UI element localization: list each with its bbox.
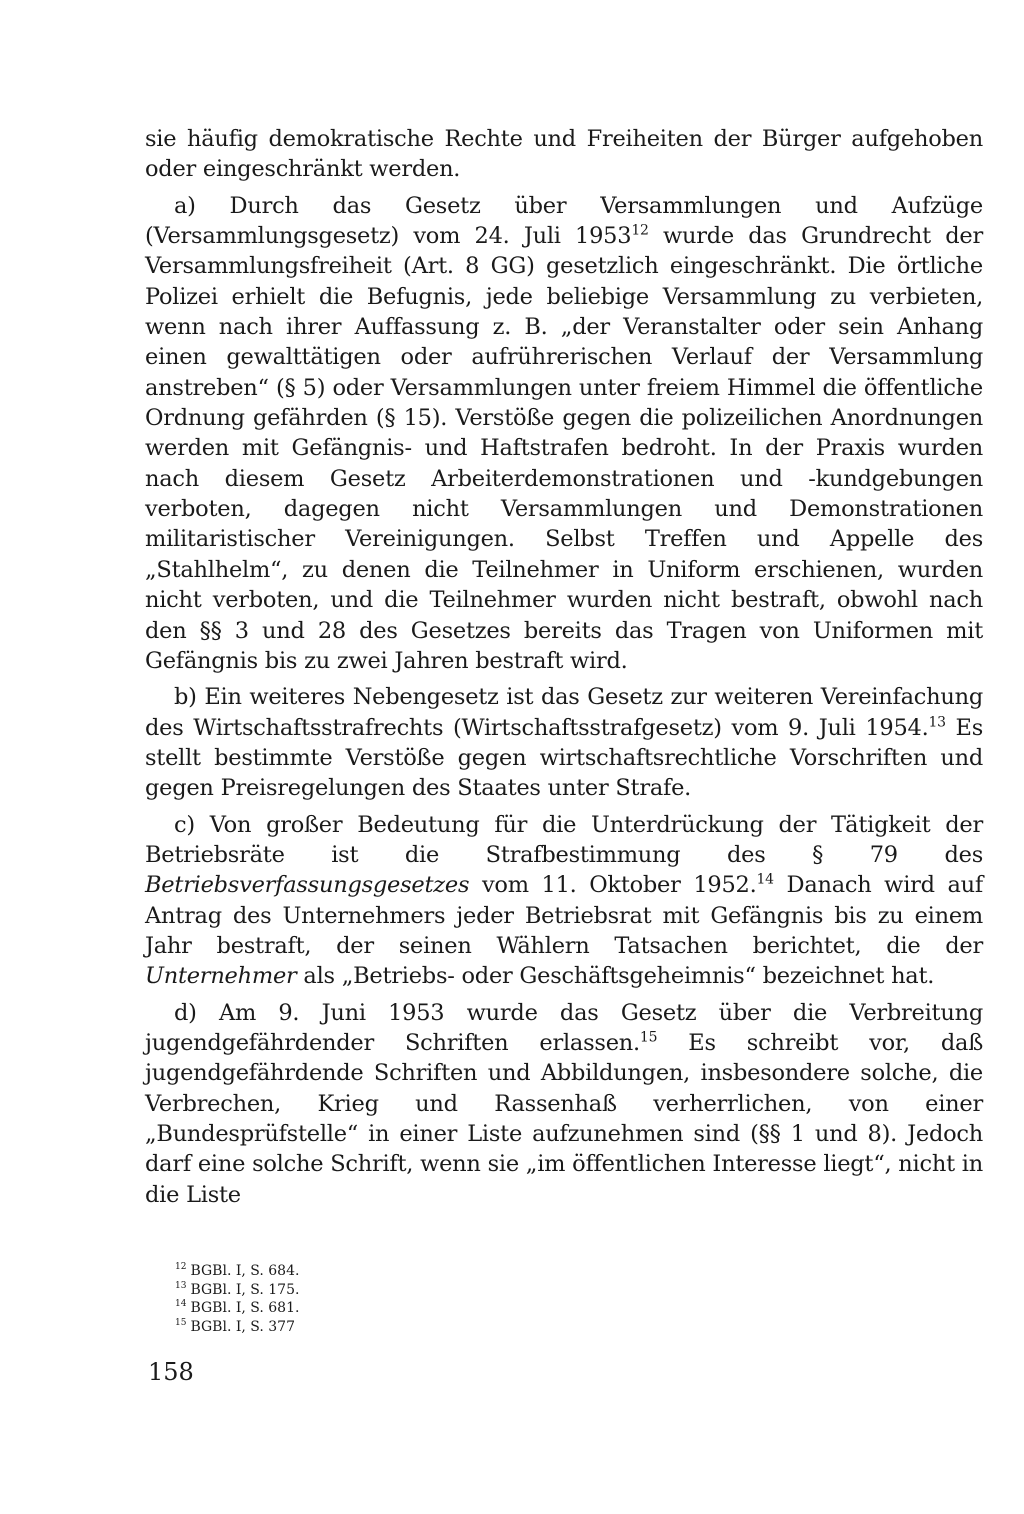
footnote-reference: 12 [631, 222, 649, 239]
paragraph [145, 682, 983, 803]
footnote [175, 1299, 575, 1318]
paragraph-text: Es schreibt vor, daß jugendgefährdende Schriften und Abbildungen, insbesondere solche, die Verbrechen, Krieg und Rassenhaß verherrlichen, von einer „Bundesprüfstelle“ in einer Liste aufzunehmen sind (§§ 1 und 8). Jedoch darf eine solche Schrift, wenn sie „im öffentlichen Interesse liegt“, nicht in die Liste [145, 1029, 983, 1208]
footnote-reference: 14 [756, 871, 774, 888]
paragraph [145, 998, 983, 1210]
footnote-number: 14 [175, 1299, 187, 1310]
paragraph-text: b) Ein weiteres Nebengesetz ist das Gesetz zur weiteren Vereinfachung des Wirtschaftsstrafrechts (Wirtschaftsstrafgesetz) vom 9. Juli 1954. [145, 684, 983, 741]
page-number: 158 [148, 1358, 194, 1386]
paragraph-text: vom 11. Oktober 1952. [469, 872, 757, 899]
footnote-text: BGBl. I, S. 684. [190, 1263, 300, 1279]
paragraph-text: wurde das Grundrecht der Versammlungsfreiheit (Art. 8 GG) gesetzlich eingeschränkt. Die örtliche Polizei erhielt die Befugnis, jede beliebige Versammlung zu verbieten, wenn nach ihrer Auffassung z. B. „der Veranstalter oder sein Anhang einen gewalttätigen oder aufrührerischen Verlauf der Versammlung anstreben“ (§ 5) oder Versammlungen unter freiem Himmel die öffentliche Ordnung gefährden (§ 15). Verstöße gegen die polizeilichen Anordnungen werden mit Gefängnis- und Haftstrafen bedroht. In der Praxis wurden nach diesem Gesetz Arbeiterdemonstrationen und -kundgebungen verboten, dagegen nicht Versammlungen und Demonstrationen militaristischer Vereinigungen. Selbst Treffen und Appelle des „Stahlhelm“, zu denen die Teilnehmer in Uniform erschienen, wurden nicht verboten, und die Teilnehmer wurden nicht bestraft, obwohl nach den §§ 3 und 28 des Gesetzes bereits das Tragen von Uniformen mit Gefängnis bis zu zwei Jahren bestraft wird. [145, 223, 983, 674]
footnote-text: BGBl. I, S. 377 [190, 1318, 295, 1335]
footnote-reference: 13 [928, 714, 946, 731]
footnote-number: 15 [175, 1317, 187, 1328]
footnote-number: 13 [175, 1280, 187, 1291]
paragraph-text: a) Durch das Gesetz über Versammlungen und Aufzüge (Versammlungsgesetz) vom 24. Juli 1953 [145, 192, 983, 250]
footnote-text: BGBl. I, S. 681. [190, 1300, 300, 1316]
emphasized-text: Betriebsverfassungsgesetzes [145, 872, 470, 899]
footnote [175, 1318, 575, 1337]
paragraph-text: d) Am 9. Juni 1953 wurde das Gesetz über die Verbreitung jugendgefährdender Schriften erlassen. [145, 999, 983, 1056]
footnotes [175, 1262, 575, 1336]
paragraph-text: c) Von großer Bedeutung für die Unterdrückung der Tätigkeit der Betriebsräte ist die Strafbestimmung des § 79 des [145, 811, 983, 868]
footnote [175, 1281, 575, 1300]
paragraph [145, 810, 983, 992]
paragraph-text: Es stellt bestimmte Verstöße gegen wirtschaftsrechtliche Vorschriften und gegen Preisregelungen des Staates unter Strafe. [145, 714, 983, 802]
footnote-number: 12 [175, 1262, 187, 1273]
paragraph-text: Danach wird auf Antrag des Unternehmers jeder Betriebsrat mit Gefängnis bis zu einem Jahr bestraft, der seinen Wählern Tatsachen berichtet, die der [145, 872, 983, 959]
footnote-reference: 15 [639, 1029, 658, 1046]
paragraph-text: sie häufig demokratische Rechte und Freiheiten der Bürger aufgehoben oder eingeschränkt werden. [145, 126, 983, 183]
footnote [175, 1262, 575, 1281]
emphasized-text: Unternehmer [145, 963, 297, 990]
footnote-text: BGBl. I, S. 175. [190, 1281, 300, 1298]
paragraph [145, 124, 983, 185]
paragraph [145, 191, 983, 677]
page-body [145, 124, 983, 1216]
paragraph-text: als „Betriebs- oder Geschäftsgeheimnis“ bezeichnet hat. [296, 963, 935, 990]
